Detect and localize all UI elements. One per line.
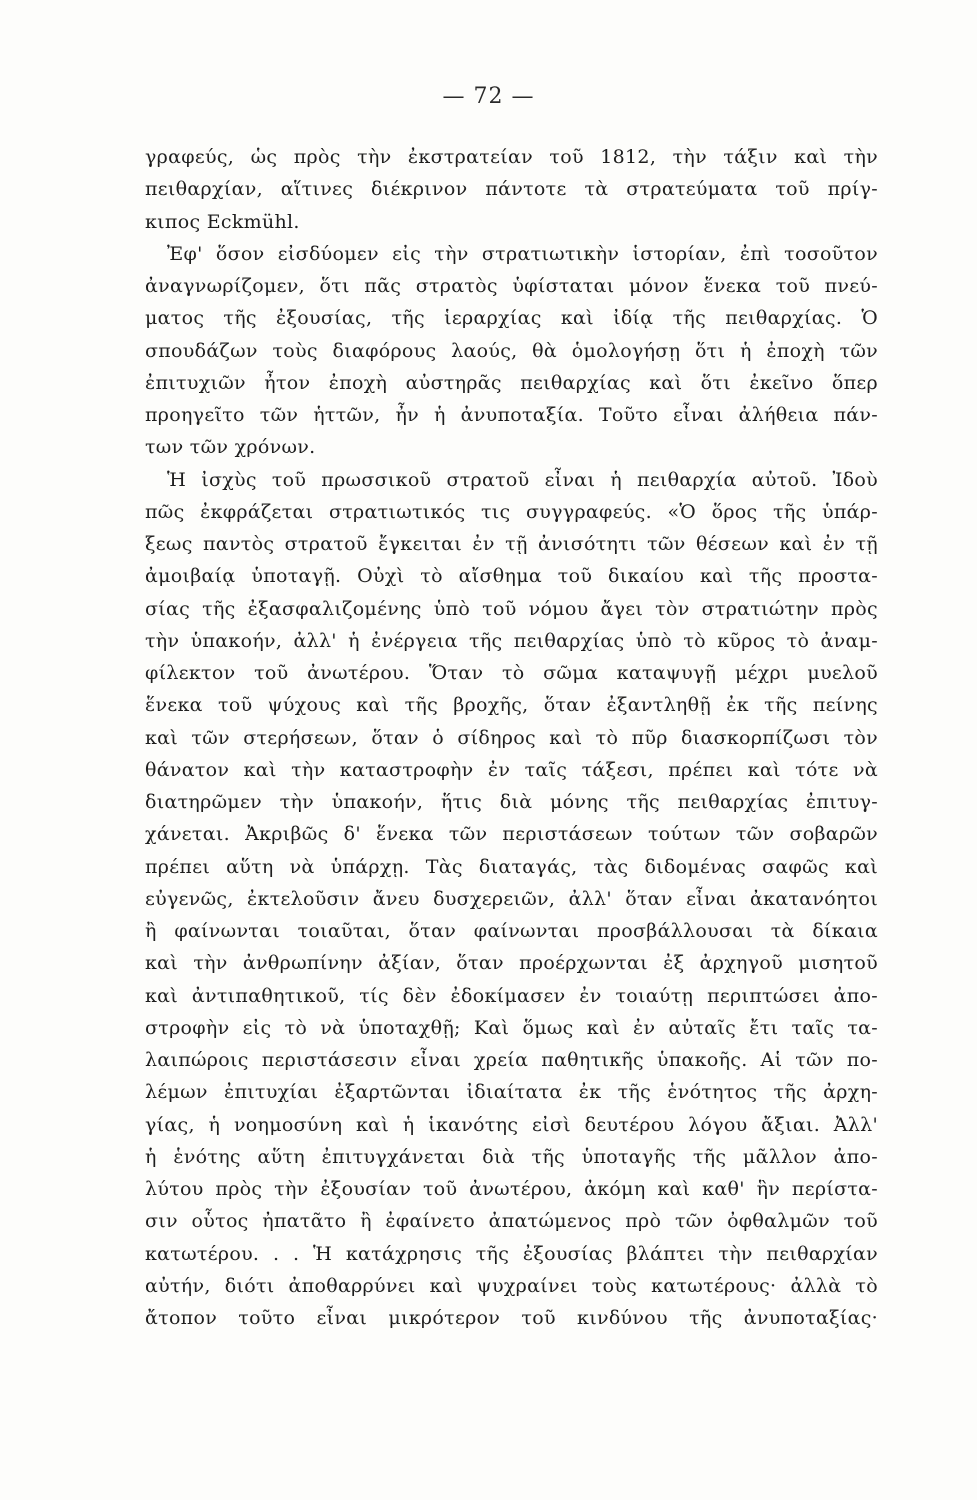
text-line: κατωτέρου. . . Ἡ κατάχρησις τῆς ἐξουσίας βλάπτει τὴν πειθαρχίαν [145,1242,878,1265]
text-line: σίας τῆς ἐξασφαλιζομένης ὑπὸ τοῦ νόμου ἄγει τὸν στρατιώτην πρὸς [145,597,878,620]
body-text [145,141,878,1334]
text-line: χάνεται. Ἀκριβῶς δ' ἕνεκα τῶν περιστάσεων τούτων τῶν σοβαρῶν [145,823,878,846]
text-line: ἐπιτυχιῶν ἦτον ἐποχὴ αὐστηρᾶς πειθαρχίας καὶ ὅτι ἐκεῖνο ὅπερ [145,371,878,394]
text-line: ἀναγνωρίζομεν, ὅτι πᾶς στρατὸς ὑφίσταται μόνον ἕνεκα τοῦ πνεύ- [145,275,878,297]
text-line: εὐγενῶς, ἐκτελοῦσιν ἄνευ δυσχερειῶν, ἀλλ' ὅταν εἶναι ἀκατανόητοι [145,887,878,910]
text-line: ἀμοιβαίᾳ ὑποταγῇ. Οὐχὶ τὸ αἴσθημα τοῦ δικαίου καὶ τῆς προστα- [145,565,878,588]
text-line: αὐτήν, διότι ἀποθαρρύνει καὶ ψυχραίνει τοὺς κατωτέρους· ἀλλὰ τὸ [145,1274,878,1297]
text-line: των τῶν χρόνων. [145,436,316,459]
text-line: γραφεύς, ὡς πρὸς τὴν ἐκστρατείαν τοῦ 1812, τὴν τάξιν καὶ τὴν [145,146,878,168]
text-line: τὴν ὑπακοήν, ἀλλ' ἡ ἐνέργεια τῆς πειθαρχίας ὑπὸ τὸ κῦρος τὸ ἀναμ- [145,629,878,652]
page-number: — 72 — [442,84,535,109]
text-line: καὶ τὴν ἀνθρωπίνην ἀξίαν, ὅταν προέρχωνται ἐξ ἀρχηγοῦ μισητοῦ [145,952,878,975]
text-line: λύτου πρὸς τὴν ἐξουσίαν τοῦ ἀνωτέρου, ἀκόμη καὶ καθ' ἣν περίστα- [145,1178,878,1200]
text-line: σπουδάζων τοὺς διαφόρους λαούς, θὰ ὁμολογήσῃ ὅτι ἡ ἐποχὴ τῶν [145,339,878,362]
text-line: στροφὴν εἰς τὸ νὰ ὑποταχθῇ; Καὶ ὅμως καὶ ἐν αὐταῖς ἔτι ταῖς τα- [145,1016,878,1039]
text-line: Ἡ ἰσχὺς τοῦ πρωσσικοῦ στρατοῦ εἶναι ἡ πειθαρχία αὐτοῦ. Ἰδοὺ [167,468,878,491]
text-line: ἄτοπον τοῦτο εἶναι μικρότερον τοῦ κινδύνου τῆς ἀνυποταξίας· [145,1307,878,1329]
text-line: ματος τῆς ἐξουσίας, τῆς ἱεραρχίας καὶ ἰδίᾳ τῆς πειθαρχίας. Ὁ [145,307,878,330]
text-line: ἡ ἑνότης αὕτη ἐπιτυγχάνεται διὰ τῆς ὑποταγῆς τῆς μᾶλλον ἀπο- [145,1145,878,1168]
text-line: πρέπει αὕτη νὰ ὑπάρχῃ. Τὰς διαταγάς, τὰς διδομένας σαφῶς καὶ [145,855,878,878]
text-line: θάνατον καὶ τὴν καταστροφὴν ἐν ταῖς τάξεσι, πρέπει καὶ τότε νὰ [145,758,878,781]
text-line: διατηρῶμεν τὴν ὑπακοήν, ἥτις διὰ μόνης τῆς πειθαρχίας ἐπιτυγ- [145,791,878,813]
text-line: φίλεκτον τοῦ ἀνωτέρου. Ὅταν τὸ σῶμα καταψυγῇ μέχρι μυελοῦ [145,662,878,684]
text-line: καὶ τῶν στερήσεων, ὅταν ὁ σίδηρος καὶ τὸ πῦρ διασκορπίζωσι τὸν [145,726,878,749]
text-line: πῶς ἐκφράζεται στρατιωτικός τις συγγραφεύς. «Ὁ ὅρος τῆς ὑπάρ- [145,500,878,523]
text-line: γίας, ἡ νοημοσύνη καὶ ἡ ἱκανότης εἰσὶ δευτέρου λόγου ἄξιαι. Ἀλλ' [145,1113,878,1136]
text-line: πειθαρχίαν, αἵτινες διέκρινον πάντοτε τὰ στρατεύματα τοῦ πρίγ- [145,178,878,201]
text-line: προηγεῖτο τῶν ἡττῶν, ἦν ἡ ἀνυποταξία. Τοῦτο εἶναι ἀλήθεια πάν- [145,404,878,426]
text-line: ξεως παντὸς στρατοῦ ἔγκειται ἐν τῇ ἀνισότητι τῶν θέσεων καὶ ἐν τῇ [145,533,878,555]
text-line: λαιπώροις περιστάσεσιν εἶναι χρεία παθητικῆς ὑπακοῆς. Αἱ τῶν πο- [145,1049,878,1071]
text-line: σιν οὗτος ἠπατᾶτο ἢ ἐφαίνετο ἀπατώμενος πρὸ τῶν ὀφθαλμῶν τοῦ [145,1210,878,1233]
text-line: καὶ ἀντιπαθητικοῦ, τίς δὲν ἐδοκίμασεν ἐν τοιαύτῃ περιπτώσει ἀπο- [145,984,878,1007]
text-line: λέμων ἐπιτυχίαι ἐξαρτῶνται ἰδιαίτατα ἐκ τῆς ἑνότητος τῆς ἀρχη- [145,1081,878,1104]
text-line: κιπος Eckmühl. [145,210,300,233]
text-line: ἕνεκα τοῦ ψύχους καὶ τῆς βροχῆς, ὅταν ἐξαντληθῇ ἐκ τῆς πείνης [145,694,878,717]
text-line: Ἐφ' ὅσον εἰσδύομεν εἰς τὴν στρατιωτικὴν ἱστορίαν, ἐπὶ τοσοῦτον [167,242,878,265]
text-line: ἢ φαίνωνται τοιαῦται, ὅταν φαίνωνται προσβάλλουσαι τὰ δίκαια [145,920,878,942]
